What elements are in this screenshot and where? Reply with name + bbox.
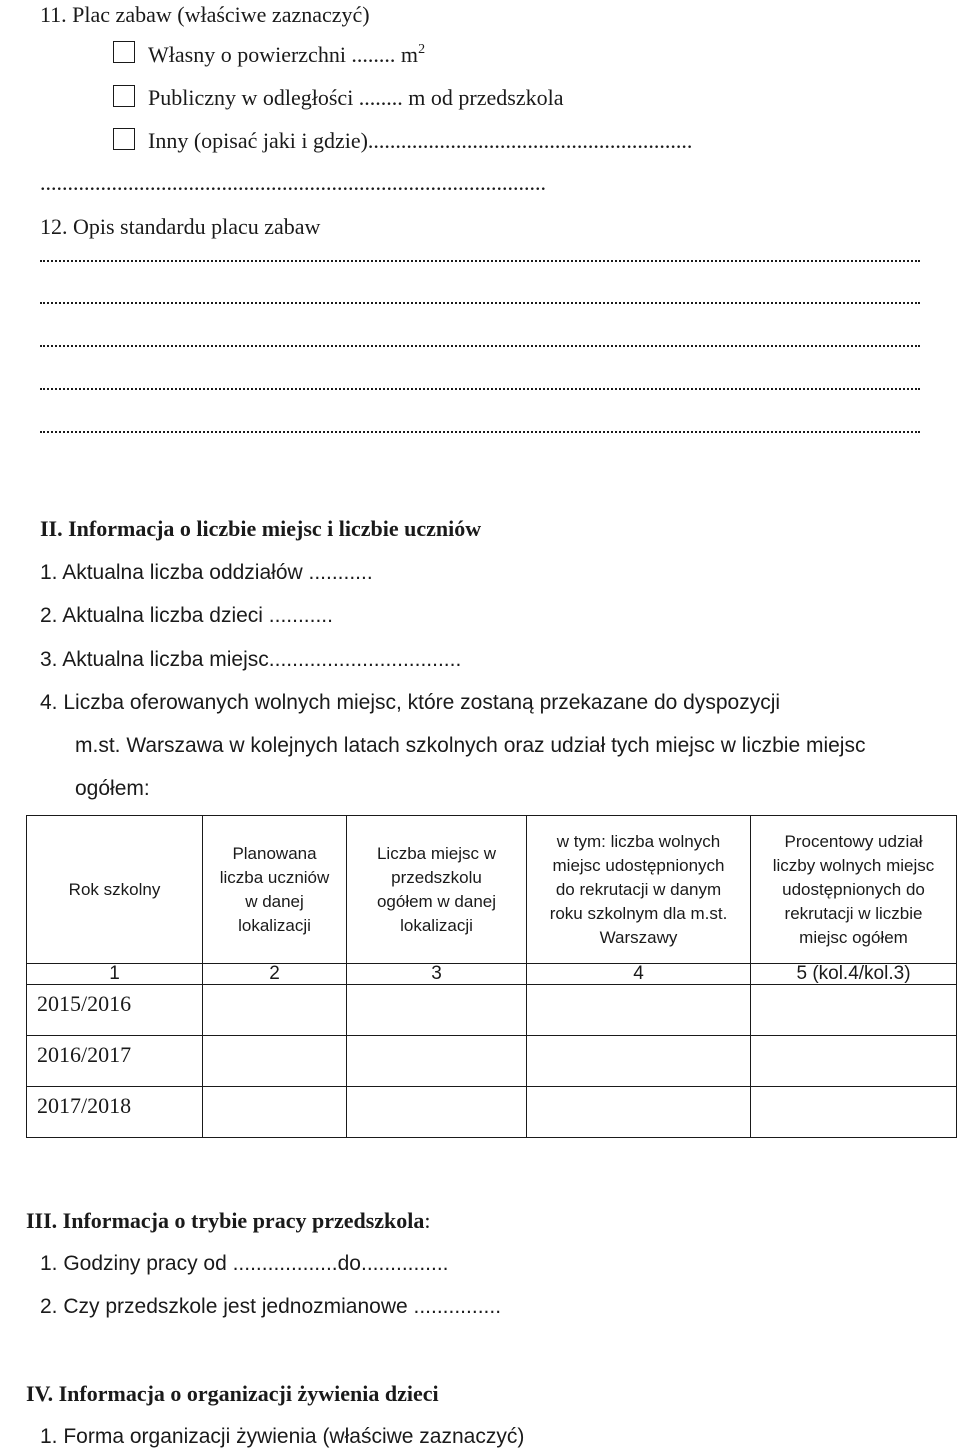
col-number-4: 4	[527, 964, 751, 985]
item-nutrition-form: 1. Forma organizacji żywienia (właściwe zaznaczyć)	[40, 1425, 525, 1448]
year-cell: 2017/2018	[27, 1087, 203, 1138]
header-planned-pupils: Planowana liczba uczniów w danej lokalizacji	[203, 816, 347, 964]
section-III-title	[26, 1208, 431, 1234]
table-row	[27, 1087, 957, 1138]
input-cell[interactable]	[203, 1036, 347, 1087]
input-cell[interactable]	[347, 985, 527, 1036]
item-free-places-line-3: ogółem:	[75, 777, 150, 800]
description-line-1[interactable]	[40, 258, 920, 262]
superscript-2: 2	[418, 42, 426, 57]
option-own-playground	[148, 42, 425, 68]
section-III-title-text: III. Informacja o trybie pracy przedszkola	[26, 1208, 425, 1233]
header-percentage: Procentowy udział liczby wolnych miejsc udostępnionych do rekrutacji w liczbie miejsc ogółem	[751, 816, 957, 964]
col-number-1: 1	[27, 964, 203, 985]
table-header-row	[27, 816, 957, 964]
section-II-title: II. Informacja o liczbie miejsc i liczbie uczniów	[40, 516, 482, 541]
description-line-4[interactable]	[40, 386, 920, 390]
item-branches-count: 1. Aktualna liczba oddziałów ...........	[40, 561, 373, 584]
year-cell: 2016/2017	[27, 1036, 203, 1087]
input-cell[interactable]	[347, 1087, 527, 1138]
year-cell: 2015/2016	[27, 985, 203, 1036]
header-total-places: Liczba miejsc w przedszkolu ogółem w danej lokalizacji	[347, 816, 527, 964]
section-III-colon: :	[424, 1208, 431, 1233]
input-cell[interactable]	[347, 1036, 527, 1087]
checkbox-other-playground[interactable]	[113, 128, 135, 150]
input-cell[interactable]	[527, 985, 751, 1036]
checkbox-public-playground[interactable]	[113, 85, 135, 107]
description-line-2[interactable]	[40, 300, 920, 304]
section-IV-title: IV. Informacja o organizacji żywienia dzieci	[26, 1381, 439, 1406]
input-cell[interactable]	[527, 1036, 751, 1087]
item-free-places-line-1: 4. Liczba oferowanych wolnych miejsc, które zostaną przekazane do dyspozycji	[40, 691, 781, 714]
input-cell[interactable]	[751, 1087, 957, 1138]
places-table	[26, 815, 957, 1138]
option-public-playground: Publiczny w odległości ........ m od przedszkola	[148, 85, 564, 110]
input-cell[interactable]	[751, 1036, 957, 1087]
item-children-count: 2. Aktualna liczba dzieci ...........	[40, 604, 333, 627]
table-column-numbers-row	[27, 964, 957, 985]
item-working-hours: 1. Godziny pracy od ..................do...............	[40, 1252, 449, 1275]
input-cell[interactable]	[527, 1087, 751, 1138]
item-single-shift: 2. Czy przedszkole jest jednozmianowe ...............	[40, 1295, 502, 1318]
item-free-places-line-2: m.st. Warszawa w kolejnych latach szkolnych oraz udział tych miejsc w liczbie miejsc	[75, 734, 866, 757]
description-line-3[interactable]	[40, 343, 920, 347]
header-school-year: Rok szkolny	[27, 816, 203, 964]
option-other-continuation: ............................................................................................	[40, 170, 546, 195]
description-line-5[interactable]	[40, 429, 920, 433]
col-number-5: 5 (kol.4/kol.3)	[751, 964, 957, 985]
section-11-title: 11. Plac zabaw (właściwe zaznaczyć)	[40, 2, 370, 27]
table-row	[27, 1036, 957, 1087]
input-cell[interactable]	[203, 1087, 347, 1138]
input-cell[interactable]	[751, 985, 957, 1036]
item-places-count: 3. Aktualna liczba miejsc.................................	[40, 648, 462, 671]
checkbox-own-playground[interactable]	[113, 41, 135, 63]
table-row	[27, 985, 957, 1036]
header-free-places: w tym: liczba wolnych miejsc udostępnionych do rekrutacji w danym roku szkolnym dla m.st. Warszawy	[527, 816, 751, 964]
input-cell[interactable]	[203, 985, 347, 1036]
col-number-2: 2	[203, 964, 347, 985]
option-other-playground: Inny (opisać jaki i gdzie)...........................................................	[148, 128, 693, 153]
option-own-label: Własny o powierzchni ........ m	[148, 42, 419, 67]
section-12-title: 12. Opis standardu placu zabaw	[40, 214, 321, 239]
col-number-3: 3	[347, 964, 527, 985]
